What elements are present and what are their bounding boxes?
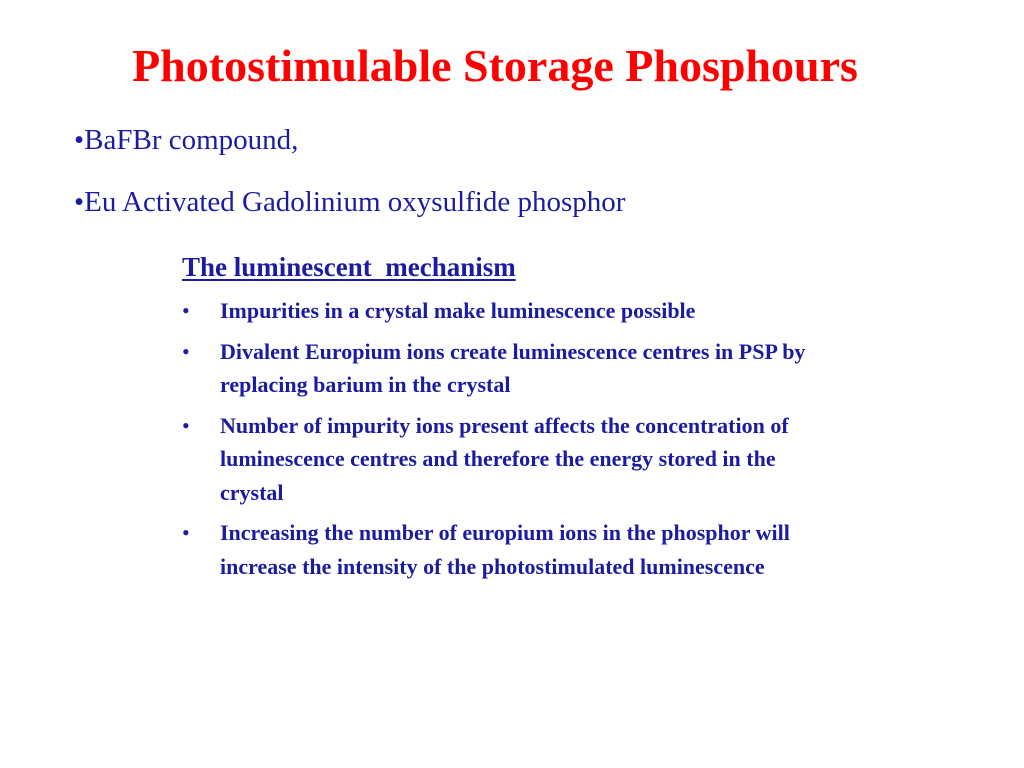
slide-title: Photostimulable Storage Phosphours — [132, 40, 858, 91]
bullet-dot: • — [182, 520, 190, 545]
mechanism-bullet-text: Number of impurity ions present affects the concentration of luminescence centres and therefore the energy stored in the crystal — [220, 412, 789, 505]
bullet-dot: • — [182, 412, 190, 438]
mechanism-bullet-item — [182, 294, 842, 328]
mechanism-bullet-item — [182, 409, 842, 510]
bullet-dot: • — [182, 338, 190, 364]
top-bullet-item: •BaFBr compound, — [74, 124, 299, 156]
top-bullet-list — [74, 122, 625, 246]
top-bullet-item: •Eu Activated Gadolinium oxysulfide phosphor — [74, 186, 626, 218]
mechanism-bullet-item — [182, 335, 842, 402]
mechanism-bullet-list — [182, 294, 842, 583]
mechanism-bullet-text: Divalent Europium ions create luminescence centres in PSP by replacing barium in the crystal — [220, 338, 806, 397]
mechanism-bullet-item — [182, 516, 842, 583]
mechanism-section — [182, 250, 842, 590]
mechanism-bullet-text: Impurities in a crystal make luminescence possible — [220, 298, 696, 323]
section-heading: The luminescent mechanism — [182, 252, 516, 282]
bullet-dot: • — [182, 298, 190, 323]
mechanism-bullet-text: Increasing the number of europium ions in the phosphor will increase the intensity of the photostimulated luminescence — [220, 520, 790, 579]
